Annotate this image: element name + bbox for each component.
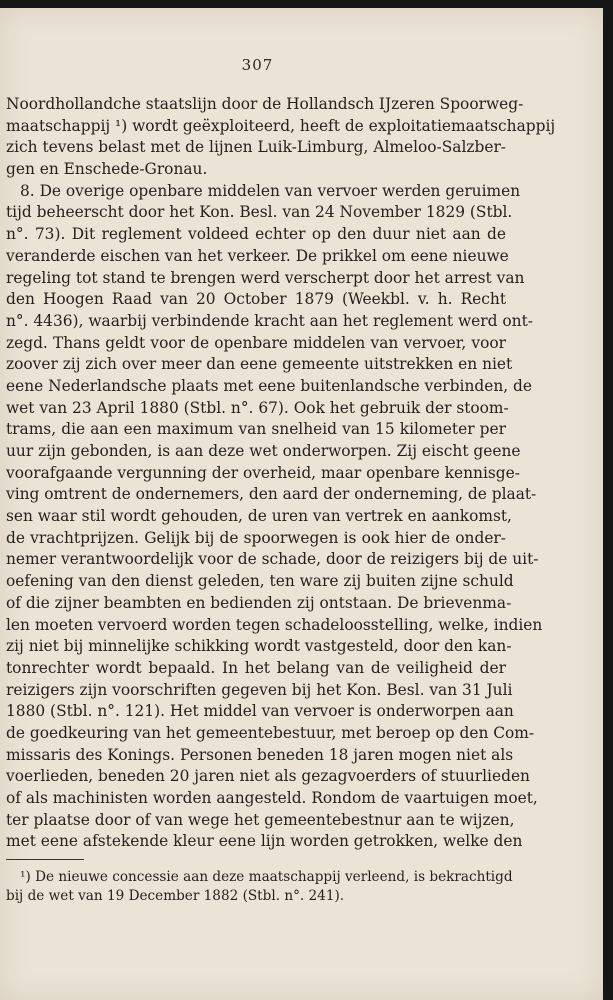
text-line: 8. De overige openbare middelen van vervoer werden geruimen bbox=[20, 181, 521, 200]
text-line: zij niet bij minnelijke schikking wordt vastgesteld, door den kan- bbox=[6, 637, 512, 656]
text-line: sen waar stil wordt gehouden, de uren van vertrek en aankomst, bbox=[6, 507, 512, 526]
text-line: of die zijner beambten en bedienden zij ontstaan. De brievenma- bbox=[6, 593, 512, 612]
page-number: 307 bbox=[241, 56, 274, 74]
text-line: tijd beheerscht door het Kon. Besl. van 24 November 1829 (Stbl. bbox=[6, 203, 513, 222]
text-line: oefening van den dienst geleden, ten ware zij buiten zijne schuld bbox=[6, 572, 514, 591]
text-line: eene Nederlandsche plaats met eene buitenlandsche verbinden, de bbox=[6, 376, 532, 395]
text-line: met eene afstekende kleur eene lijn worden getrokken, welke den bbox=[6, 832, 523, 851]
footnote-line: bij de wet van 19 December 1882 (Stbl. n°. 241). bbox=[6, 888, 345, 904]
text-line: 1880 (Stbl. n°. 121). Het middel van vervoer is onderworpen aan bbox=[6, 702, 514, 721]
text-line: regeling tot stand te brengen werd verscherpt door het arrest van bbox=[6, 268, 525, 287]
text-line: uur zijn gebonden, is aan deze wet onderworpen. Zij eischt geene bbox=[6, 442, 521, 460]
body-text bbox=[6, 94, 556, 853]
text-line: of als machinisten worden aangesteld. Rondom de vaartuigen moet, bbox=[6, 789, 538, 807]
footnotes bbox=[6, 868, 513, 906]
text-line: missaris des Konings. Personen beneden 18 jaren mogen niet als bbox=[6, 745, 514, 764]
text-line: n°. 73). Dit reglement voldeed echter op den duur niet aan de bbox=[6, 225, 506, 244]
text-line: trams, die aan een maximum van snelheid van 15 kilometer per bbox=[6, 420, 506, 439]
text-line: ter plaatse door of van wege het gemeentebestnur aan te wijzen, bbox=[6, 810, 515, 829]
footnote-line: ¹) De nieuwe concessie aan deze maatschappij verleend, is bekrachtigd bbox=[20, 869, 513, 885]
text-line: de goedkeuring van het gemeentebestuur, met beroep op den Com- bbox=[6, 723, 535, 742]
text-line: den Hoogen Raad van 20 October 1879 (Weekbl. v. h. Recht bbox=[6, 290, 506, 309]
text-line: veranderde eischen van het verkeer. De prikkel om eene nieuwe bbox=[6, 246, 509, 265]
text-line: zoover zij zich over meer dan eene gemeente uitstrekken en niet bbox=[6, 355, 513, 374]
footnote-divider bbox=[6, 859, 84, 860]
text-line: tonrechter wordt bepaald. In het belang van de veiligheid der bbox=[6, 658, 506, 677]
text-line: n°. 4436), waarbij verbindende kracht aan het reglement werd ont- bbox=[6, 311, 533, 330]
text-line: reizigers zijn voorschriften gegeven bij het Kon. Besl. van 31 Juli bbox=[6, 680, 513, 699]
text-line: len moeten vervoerd worden tegen schadeloosstelling, welke, indien bbox=[6, 615, 543, 634]
text-line: voerlieden, beneden 20 jaren niet als gezagvoerders of stuurlieden bbox=[6, 767, 530, 786]
scan-border-right bbox=[603, 0, 613, 1000]
text-line: Noordhollandche staatslijn door de Hollandsch IJzeren Spoorweg- bbox=[6, 95, 524, 113]
text-line: zich tevens belast met de lijnen Luik-Limburg, Almeloo-Salzber- bbox=[6, 138, 506, 157]
text-line: wet van 23 April 1880 (Stbl. n°. 67). Ook het gebruik der stoom- bbox=[6, 398, 509, 417]
text-line: gen en Enschede-Gronau. bbox=[6, 160, 208, 179]
text-line: maatschappij ¹) wordt geëxploiteerd, heeft de exploitatiemaatschappij bbox=[6, 116, 556, 135]
text-line: zegd. Thans geldt voor de openbare middelen van vervoer, voor bbox=[6, 333, 506, 352]
text-line: nemer verantwoordelijk voor de schade, door de reizigers bij de uit- bbox=[6, 550, 539, 569]
text-line: voorafgaande vergunning der overheid, maar openbare kennisge- bbox=[6, 463, 520, 482]
text-line: ving omtrent de ondernemers, den aard der onderneming, de plaat- bbox=[6, 485, 537, 504]
text-line: de vrachtprijzen. Gelijk bij de spoorwegen is ook hier de onder- bbox=[6, 528, 506, 547]
scan-border-top bbox=[0, 0, 613, 8]
book-page bbox=[0, 8, 603, 1000]
